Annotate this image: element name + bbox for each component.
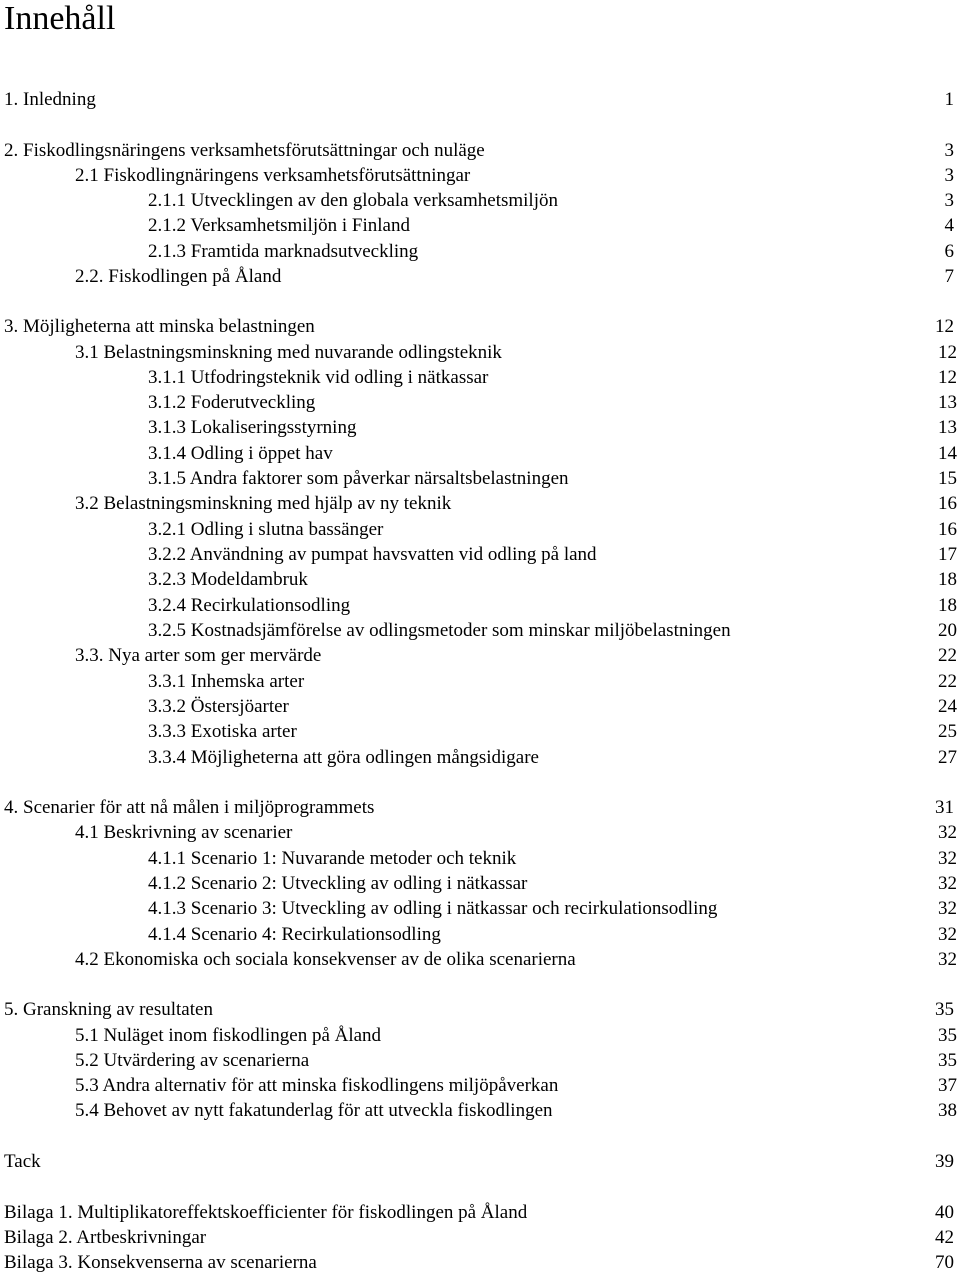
toc-entry-page: 12 (935, 316, 954, 337)
toc-entry-page: 27 (938, 747, 957, 768)
toc-entry-3-1[interactable] (0, 341, 960, 365)
toc-entry-label: 5.1 Nuläget inom fiskodlingen på Åland (75, 1025, 382, 1046)
toc-entry-page: 40 (935, 1202, 954, 1223)
toc-entry-page: 12 (938, 342, 957, 363)
toc-entry-4-1-4[interactable] (0, 923, 960, 947)
toc-entry-3-2-3[interactable] (0, 568, 960, 592)
toc-entry-bilaga-1[interactable] (0, 1201, 960, 1225)
toc-entry-page: 22 (938, 645, 957, 666)
toc-entry-1[interactable] (0, 88, 960, 112)
toc-entry-page: 16 (938, 493, 957, 514)
toc-entry-label: 4. Scenarier för att nå målen i miljöprogrammets (4, 797, 375, 818)
toc-entry-label: Tack (4, 1151, 41, 1172)
toc-entry-page: 37 (938, 1075, 957, 1096)
toc-entry-page: 31 (935, 797, 954, 818)
toc-entry-label: 1. Inledning (4, 89, 96, 110)
toc-entry-label: 5.4 Behovet av nytt fakatunderlag för att utveckla fiskodlingen (75, 1100, 553, 1121)
toc-entry-label: 3.1.4 Odling i öppet hav (148, 443, 333, 464)
toc-entry-page: 24 (938, 696, 957, 717)
toc-entry-4-2[interactable] (0, 948, 960, 972)
toc-entry-page: 35 (938, 1025, 957, 1046)
toc-entry-page: 3 (944, 190, 954, 211)
toc-entry-label: 3.2.3 Modeldambruk (148, 569, 308, 590)
toc-entry-page: 32 (938, 949, 957, 970)
toc-entry-label: 3.2.1 Odling i slutna bassänger (148, 519, 384, 540)
toc-entry-page: 3 (944, 140, 954, 161)
toc-entry-page: 15 (938, 468, 957, 489)
toc-entry-page: 70 (935, 1252, 954, 1273)
toc-entry-2-1-2[interactable] (0, 214, 960, 238)
toc-entry-page: 22 (938, 671, 957, 692)
toc-entry-5-2[interactable] (0, 1049, 960, 1073)
toc-entry-3-2-4[interactable] (0, 594, 960, 618)
toc-entry-label: 3.3. Nya arter som ger mervärde (75, 645, 322, 666)
toc-entry-4-1-2[interactable] (0, 872, 960, 896)
toc-entry-label: 3.1.2 Foderutveckling (148, 392, 316, 413)
toc-entry-3-2-2[interactable] (0, 543, 960, 567)
toc-entry-page: 18 (938, 569, 957, 590)
toc-entry-3-3-1[interactable] (0, 670, 960, 694)
toc-entry-4[interactable] (0, 796, 960, 820)
toc-entry-page: 18 (938, 595, 957, 616)
toc-entry-page: 13 (938, 417, 957, 438)
toc-entry-label: 4.1.3 Scenario 3: Utveckling av odling i nätkassar och recirkulationsodling (148, 898, 718, 919)
toc-entry-3-1-3[interactable] (0, 416, 960, 440)
toc-entry-label: 3.1.5 Andra faktorer som påverkar närsaltsbelastningen (148, 468, 569, 489)
toc-entry-label: 5.2 Utvärdering av scenarierna (75, 1050, 310, 1071)
toc-entry-page: 3 (944, 165, 954, 186)
toc-entry-label: 2.1.3 Framtida marknadsutveckling (148, 241, 419, 262)
toc-entry-label: 4.1.1 Scenario 1: Nuvarande metoder och teknik (148, 848, 517, 869)
toc-entry-5-4[interactable] (0, 1099, 960, 1123)
toc-entry-page: 32 (938, 873, 957, 894)
toc-entry-label: Bilaga 1. Multiplikatoreffektskoefficienter för fiskodlingen på Åland (4, 1202, 528, 1223)
toc-entry-5[interactable] (0, 998, 960, 1022)
toc-entry-bilaga-2[interactable] (0, 1226, 960, 1250)
toc-entry-4-1-1[interactable] (0, 847, 960, 871)
toc-entry-3[interactable] (0, 315, 960, 339)
toc-entry-label: 2.1.1 Utvecklingen av den globala verksamhetsmiljön (148, 190, 558, 211)
toc-entry-3-2-1[interactable] (0, 518, 960, 542)
toc-entry-4-1[interactable] (0, 821, 960, 845)
toc-entry-5-1[interactable] (0, 1024, 960, 1048)
toc-entry-page: 32 (938, 848, 957, 869)
toc-entry-label: 3.3.2 Östersjöarter (148, 696, 289, 717)
toc-entry-page: 1 (944, 89, 954, 110)
toc-entry-tack[interactable] (0, 1150, 960, 1174)
toc-entry-label: 4.1.2 Scenario 2: Utveckling av odling i nätkassar (148, 873, 528, 894)
toc-entry-2[interactable] (0, 139, 960, 163)
toc-entry-bilaga-3[interactable] (0, 1251, 960, 1275)
toc-entry-label: 3.1.3 Lokaliseringsstyrning (148, 417, 357, 438)
toc-entry-2-1-1[interactable] (0, 189, 960, 213)
toc-entry-page: 20 (938, 620, 957, 641)
toc-entry-page: 7 (944, 266, 954, 287)
toc-entry-label: 2. Fiskodlingsnäringens verksamhetsförutsättningar och nuläge (4, 140, 485, 161)
toc-entry-label: 2.1 Fiskodlingnäringens verksamhetsförutsättningar (75, 165, 471, 186)
toc-entry-2-2[interactable] (0, 265, 960, 289)
toc-entry-page: 17 (938, 544, 957, 565)
toc-entry-label: 4.2 Ekonomiska och sociala konsekvenser av de olika scenarierna (75, 949, 576, 970)
toc-entry-2-1[interactable] (0, 164, 960, 188)
toc-entry-3-1-4[interactable] (0, 442, 960, 466)
toc-entry-3-3-2[interactable] (0, 695, 960, 719)
toc-entry-page: 14 (938, 443, 957, 464)
toc-entry-page: 32 (938, 822, 957, 843)
toc-entry-label: 3.2.2 Användning av pumpat havsvatten vid odling på land (148, 544, 597, 565)
toc-entry-page: 13 (938, 392, 957, 413)
toc-entry-3-2[interactable] (0, 492, 960, 516)
toc-entry-page: 39 (935, 1151, 954, 1172)
toc-entry-label: 5. Granskning av resultaten (4, 999, 213, 1020)
toc-entry-label: 3.2.4 Recirkulationsodling (148, 595, 351, 616)
toc-entry-label: 3.3.4 Möjligheterna att göra odlingen mångsidigare (148, 747, 539, 768)
toc-entry-label: 2.1.2 Verksamhetsmiljön i Finland (148, 215, 410, 236)
toc-entry-label: 4.1 Beskrivning av scenarier (75, 822, 293, 843)
toc-entry-label: Bilaga 2. Artbeskrivningar (4, 1227, 207, 1248)
toc-entry-3-3-4[interactable] (0, 746, 960, 770)
toc-entry-page: 32 (938, 924, 957, 945)
toc-entry-3-3[interactable] (0, 644, 960, 668)
toc-entry-3-1-1[interactable] (0, 366, 960, 390)
toc-entry-page: 35 (935, 999, 954, 1020)
toc-entry-4-1-3[interactable] (0, 897, 960, 921)
toc-entry-label: 3. Möjligheterna att minska belastningen (4, 316, 315, 337)
toc-entry-label: 3.3.3 Exotiska arter (148, 721, 297, 742)
toc-entry-label: 3.1.1 Utfodringsteknik vid odling i nätkassar (148, 367, 489, 388)
toc-entry-label: Bilaga 3. Konsekvenserna av scenarierna (4, 1252, 317, 1273)
toc-entry-page: 32 (938, 898, 957, 919)
toc-entry-label: 3.3.1 Inhemska arter (148, 671, 305, 692)
toc-entry-page: 4 (944, 215, 954, 236)
toc-entry-label: 5.3 Andra alternativ för att minska fiskodlingens miljöpåverkan (75, 1075, 559, 1096)
toc-entry-label: 2.2. Fiskodlingen på Åland (75, 266, 282, 287)
toc-entry-page: 25 (938, 721, 957, 742)
toc-entry-page: 42 (935, 1227, 954, 1248)
toc-entry-label: 3.2 Belastningsminskning med hjälp av ny teknik (75, 493, 452, 514)
toc-entry-5-3[interactable] (0, 1074, 960, 1098)
page-title: Innehåll (4, 0, 116, 37)
toc-entry-page: 12 (938, 367, 957, 388)
toc-entry-page: 16 (938, 519, 957, 540)
toc-entry-label: 3.2.5 Kostnadsjämförelse av odlingsmetoder som minskar miljöbelastningen (148, 620, 731, 641)
toc-entry-page: 6 (944, 241, 954, 262)
toc-entry-3-1-2[interactable] (0, 391, 960, 415)
toc-entry-label: 4.1.4 Scenario 4: Recirkulationsodling (148, 924, 441, 945)
toc-entry-page: 35 (938, 1050, 957, 1071)
toc-entry-3-3-3[interactable] (0, 720, 960, 744)
toc-entry-label: 3.1 Belastningsminskning med nuvarande odlingsteknik (75, 342, 502, 363)
toc-entry-3-2-5[interactable] (0, 619, 960, 643)
toc-entry-page: 38 (938, 1100, 957, 1121)
toc-entry-3-1-5[interactable] (0, 467, 960, 491)
toc-entry-2-1-3[interactable] (0, 240, 960, 264)
